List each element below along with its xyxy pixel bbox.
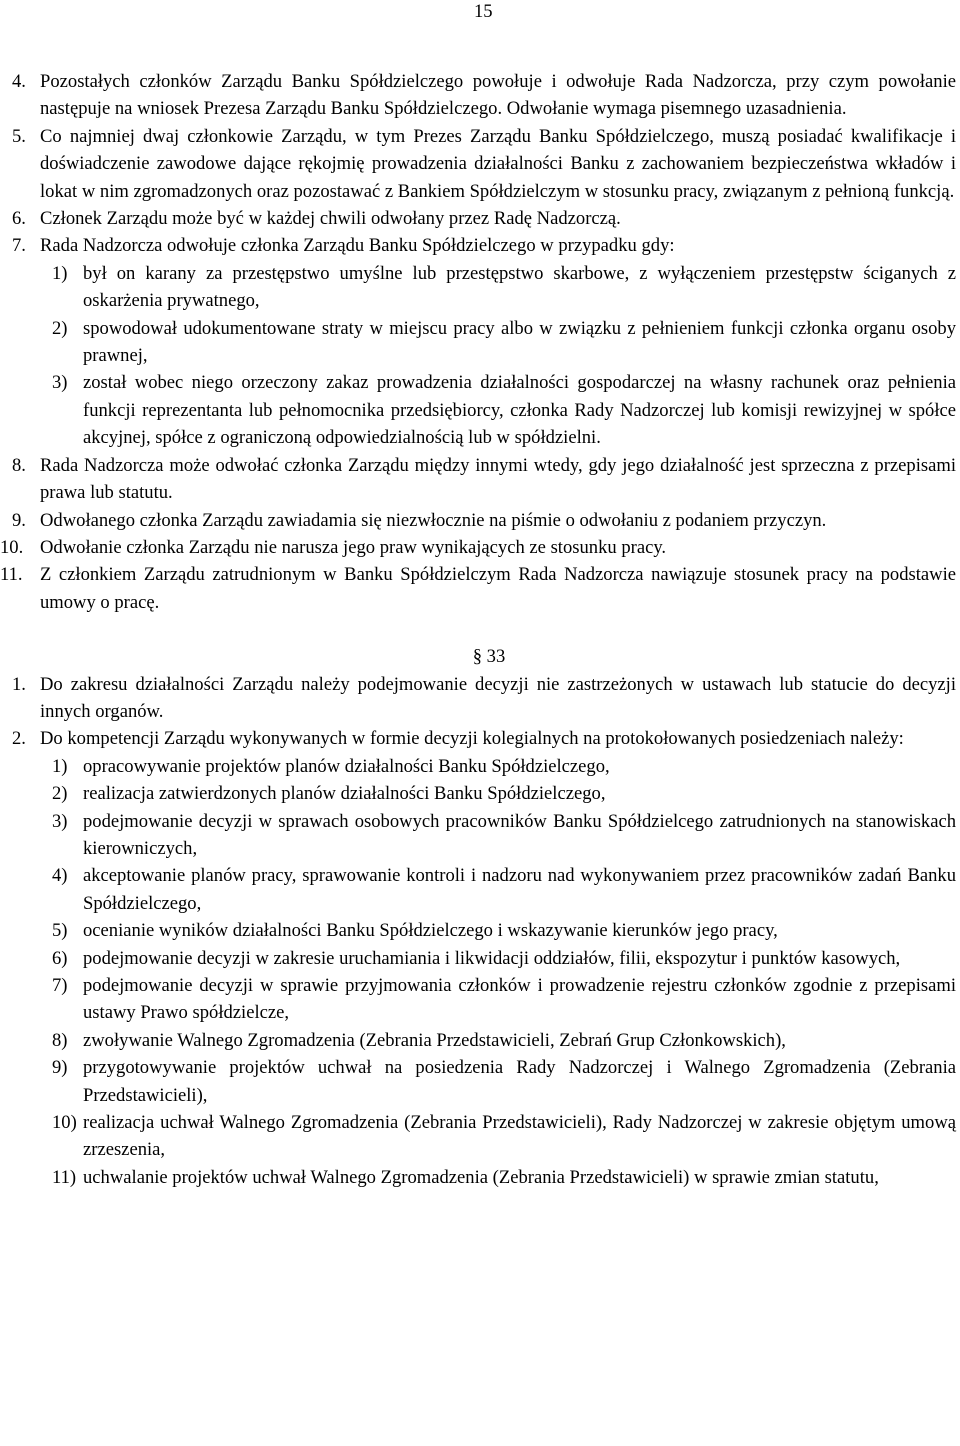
sub-item-text: uchwalanie projektów uchwał Walnego Zgromadzenia (Zebrania Przedstawicieli) w sprawie zmian statutu,: [83, 1166, 879, 1188]
sub-item-text: przygotowywanie projektów uchwał na posiedzenia Rady Nadzorczej i Walnego Zgromadzenia (Zebrania Przedstawicieli),: [83, 1057, 956, 1106]
page-number: 15: [474, 1, 493, 22]
paragraph-item: [0, 725, 960, 752]
item-number: 5.: [12, 125, 26, 147]
sub-item: [40, 945, 960, 972]
sub-item-number: 10): [52, 1112, 77, 1134]
item-number: 6.: [12, 208, 26, 230]
paragraph-item: [0, 452, 960, 507]
sub-item: [40, 808, 960, 863]
sub-item-number: 11): [52, 1166, 77, 1188]
sub-item-text: realizacja zatwierdzonych planów działalności Banku Spółdzielczego,: [83, 783, 606, 805]
sub-item-text: realizacja uchwał Walnego Zgromadzenia (Zebrania Przedstawicieli), Rady Nadzorczej w zakresie objętym umową zrzeszenia,: [83, 1112, 956, 1161]
item-number: 1.: [12, 673, 26, 695]
sublist-item-2: [40, 753, 960, 1192]
sub-item-number: 6): [52, 947, 68, 969]
paragraph-item: [0, 232, 960, 259]
item-number: 8.: [12, 454, 26, 476]
paragraph-item: [0, 561, 960, 616]
sub-item-number: 1): [52, 755, 68, 777]
item-text: Do zakresu działalności Zarządu należy podejmowanie decyzji nie zastrzeżonych w ustawach lub statucie do decyzji innych organów.: [40, 673, 956, 722]
sub-item-text: był on karany za przestępstwo umyślne lub przestępstwo skarbowe, z wyłączeniem przestępstw ściganych z oskarżenia prywatnego,: [83, 262, 956, 312]
sub-item: [40, 753, 960, 780]
sub-item-text: podejmowanie decyzji w zakresie uruchamiania i likwidacji oddziałów, filii, ekspozytur i punktów kasowych,: [83, 947, 901, 969]
sub-item: [40, 1109, 960, 1164]
sub-item-number: 2): [52, 317, 68, 339]
sub-item: [40, 780, 960, 807]
paragraph-item: [0, 671, 960, 726]
item-number: 10.: [0, 536, 24, 558]
sub-item-number: 7): [52, 975, 68, 996]
sub-item: [40, 972, 960, 1027]
item-text: Odwołanie członka Zarządu nie narusza jego praw wynikających ze stosunku pracy.: [40, 536, 667, 558]
item-number: 2.: [12, 728, 26, 750]
item-text: Rada Nadzorcza odwołuje członka Zarządu Banku Spółdzielczego w przypadku gdy:: [40, 235, 675, 257]
sub-item: [40, 1027, 960, 1054]
sub-item-text: spowodował udokumentowane straty w miejscu pracy albo w związku z pełnieniem funkcji członka organu osoby prawnej,: [83, 317, 956, 367]
item-number: 11.: [0, 564, 23, 586]
sub-item-text: opracowywanie projektów planów działalności Banku Spółdzielczego,: [83, 755, 610, 777]
sub-item-number: 2): [52, 783, 68, 805]
paragraph-item: [0, 68, 960, 123]
item-text: Do kompetencji Zarządu wykonywanych w formie decyzji kolegialnych na protokołowanych posiedzeniach należy:: [40, 728, 904, 750]
sub-item: [40, 260, 960, 315]
sub-item: [40, 1054, 960, 1109]
sub-item-number: 5): [52, 920, 68, 942]
sub-item-text: podejmowanie decyzji w sprawie przyjmowania członków i prowadzenie rejestru członków zgodnie z przepisami ustawy Prawo spółdzielcze,: [83, 975, 956, 1024]
paragraph-item: [0, 534, 960, 561]
item-number: 9.: [12, 509, 26, 531]
section-sign-icon: §: [472, 646, 483, 668]
sub-item-text: ocenianie wyników działalności Banku Spółdzielczego i wskazywanie kierunków jego pracy,: [83, 920, 778, 942]
sub-item-number: 9): [52, 1057, 68, 1079]
sub-item-text: podejmowanie decyzji w sprawach osobowych pracowników Banku Spółdzielcego zatrudnionych na stanowiskach kierowniczych,: [83, 810, 956, 859]
item-text: Rada Nadzorcza może odwołać członka Zarządu między innymi wtedy, gdy jego działalność jest sprzeczna z przepisami prawa lub statutu.: [40, 454, 956, 504]
item-number: 4.: [12, 71, 26, 92]
sub-item-text: akceptowanie planów pracy, sprawowanie kontroli i nadzoru nad wykonywaniem przez pracowników zadań Banku Spółdzielczego,: [83, 865, 956, 914]
sub-item-number: 8): [52, 1029, 68, 1051]
sub-item: [40, 315, 960, 370]
item-text: Z członkiem Zarządu zatrudnionym w Banku Spółdzielczym Rada Nadzorcza nawiązuje stosunek pracy na podstawie umowy o pracę.: [40, 564, 956, 613]
item-text: Co najmniej dwaj członkowie Zarządu, w tym Prezes Zarządu Banku Spółdzielczego, muszą posiadać kwalifikacje i doświadczenie zawodowe dające rękojmię prowadzenia działalności Banku z zachowaniem bezpieczeństwa wkładów i lokat w nim zgromadzonych oraz pozostawać z Bankiem Spółdzielczym w stosunku pracy, związanym z pełnioną funkcją.: [40, 125, 956, 202]
paragraph-item: [0, 507, 960, 534]
sub-item: [40, 1164, 960, 1191]
item-text: Odwołanego członka Zarządu zawiadamia się niezwłocznie na piśmie o odwołaniu z podaniem przyczyn.: [40, 509, 827, 531]
section-number: 33: [486, 646, 506, 668]
sub-item-number: 1): [52, 262, 68, 284]
paragraph-item: [0, 123, 960, 205]
sub-item-number: 3): [52, 372, 68, 394]
item-number: 7.: [12, 235, 26, 257]
paragraph-item: [0, 205, 960, 232]
sub-item: [40, 369, 960, 451]
sub-item-number: 4): [52, 865, 68, 887]
item-text: Pozostałych członków Zarządu Banku Spółdzielczego powołuje i odwołuje Rada Nadzorcza, przy czym powołanie następuje na wniosek Prezesa Zarządu Banku Spółdzielczego. Odwołanie wymaga pisemnego uzasadnienia.: [40, 71, 956, 120]
sub-item-text: został wobec niego orzeczony zakaz prowadzenia działalności gospodarczej na własny rachunek oraz pełnienia funkcji reprezentanta lub pełnomocnika przedsiębiorcy, członka Rady Nadzorczej lub komisji rewizyjnej w spółce akcyjnej, spółce z ograniczoną odpowiedzialnością lub w spółdzielni.: [83, 372, 956, 449]
item-text: Członek Zarządu może być w każdej chwili odwołany przez Radę Nadzorczą.: [40, 208, 621, 230]
section-heading: [0, 643, 960, 670]
sub-item: [40, 917, 960, 944]
sub-item-text: zwoływanie Walnego Zgromadzenia (Zebrania Przedstawicieli, Zebrań Grup Członkowskich),: [83, 1029, 786, 1051]
statute-text: [0, 68, 960, 1191]
sublist-item-7: [40, 260, 960, 452]
sub-item: [40, 862, 960, 917]
sub-item-number: 3): [52, 810, 68, 832]
